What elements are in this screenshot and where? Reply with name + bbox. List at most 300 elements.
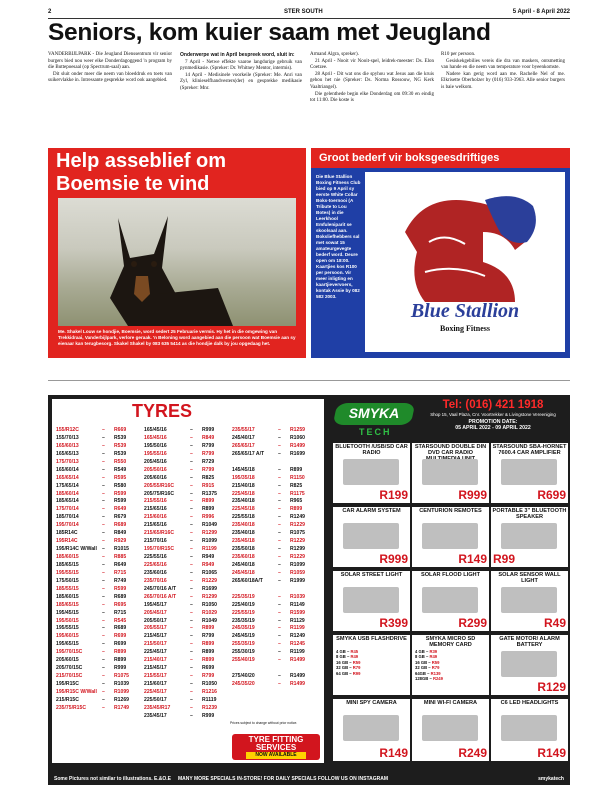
logo-text: Blue Stallion [410, 300, 520, 322]
tyre-size: 235/60/16 [144, 569, 167, 576]
dash: – [278, 609, 281, 616]
dash: – [190, 593, 193, 600]
tyre-price: R695 [114, 601, 127, 608]
tyre-size: 205/55/17 [144, 625, 167, 632]
tyre-size: 265/60/18A/T [232, 577, 263, 584]
tyre-size: 195R14C [56, 538, 78, 545]
tyre-price: R729 [202, 458, 215, 465]
tyre-price: R885 [114, 554, 127, 560]
dash: – [102, 561, 105, 568]
tyre-size: 185/60/15 [56, 593, 79, 600]
footer-disclaimer: Some Pictures not similar to illustrations. E.&O.E [54, 776, 171, 782]
tyre-size: 215/R15C [56, 696, 79, 703]
tyre-size: 195/50/16 [144, 442, 167, 449]
tyre-size: 145/45/18 [232, 466, 255, 473]
tyre-row [144, 641, 232, 649]
tyre-price: R715 [114, 569, 127, 576]
tyre-size: 225/35/19 [232, 593, 255, 600]
dash: – [102, 657, 105, 664]
dash: – [190, 577, 193, 584]
capacity-price: R139 [430, 670, 441, 676]
tyre-price: R1060 [290, 434, 306, 441]
paragraph: VANDERBIJLPARK - Die Jeugland Dienssentrum vir senior burgers bied nou weer elke Donderdagoggend 'n program by die Buttepoesaal (op Spectrum-saal) aan. [48, 52, 172, 71]
tyre-size: 235/40/18 [232, 522, 255, 529]
product-image [501, 651, 557, 677]
tyre-size: 215/60/17 [144, 681, 167, 687]
tyre-price: R1299 [202, 593, 218, 600]
tyre-size: 235/40/18 [232, 530, 255, 537]
tyre-row [232, 562, 322, 570]
tyre-row [56, 562, 144, 570]
tyre-row [232, 618, 322, 626]
tyre-size: 165/45/16 [144, 427, 167, 433]
tyre-size: 195/55/15 [56, 569, 79, 576]
product-tile [412, 507, 489, 567]
tyre-column-2 [144, 427, 232, 721]
tyre-row [56, 649, 144, 657]
tyre-size: 265/70/16 A/T [144, 593, 177, 600]
tyre-row [56, 475, 144, 483]
tyre-price: R1499 [290, 673, 306, 680]
product-tile [412, 571, 489, 631]
dash: – [278, 569, 281, 576]
tyre-size: 195/R15C W/Wall [56, 688, 97, 695]
product-price: R199 [379, 488, 408, 502]
tyre-size: 275/40/20 [232, 673, 255, 680]
tyre-price: R899 [202, 506, 215, 513]
tyre-size: 205/45/16 [144, 458, 167, 465]
tyre-size: 215/65/16 [144, 506, 167, 513]
product-tile [333, 571, 410, 631]
tyre-row [232, 522, 322, 530]
tyre-price: R539 [114, 442, 127, 449]
product-tile [491, 635, 568, 695]
dash: – [102, 474, 105, 481]
dash: – [427, 659, 432, 665]
tyre-size: 225/45/18 [232, 490, 255, 497]
tyre-price: R1499 [290, 681, 306, 687]
tyre-size: 225/55/16 [144, 554, 167, 560]
tyre-size: 185/65/15 [56, 561, 79, 568]
dash: – [424, 654, 430, 660]
tyre-row [144, 602, 232, 610]
subheading: Onderwerpe wat in April bespreek word, sluit in: [180, 52, 295, 58]
tyre-size: 225/45/17 [144, 649, 167, 656]
tyre-price: R996 [202, 514, 215, 521]
tyre-row [232, 435, 322, 443]
dash: – [102, 554, 105, 560]
promo-label: PROMOTION DATE: [468, 419, 518, 426]
tyre-row [144, 713, 232, 721]
dash: – [190, 673, 193, 680]
product-tile [412, 635, 489, 695]
tyre-row [144, 483, 232, 491]
tyre-price: R669 [114, 427, 127, 433]
dash: – [102, 427, 105, 433]
dash: – [102, 633, 105, 640]
footer-instagram: MANY MORE SPECIALS IN-STORE! FOR DAILY SPECIALS FOLLOW US ON INSTAGRAM [178, 776, 389, 782]
tyre-price: R999 [114, 665, 127, 672]
dash: – [102, 434, 105, 441]
tyre-price: R1299 [290, 546, 306, 553]
tyre-size: 195/65/15 [56, 641, 79, 648]
dash: – [278, 466, 281, 473]
tyre-price: R1499 [290, 442, 306, 449]
tyre-price: R549 [114, 466, 127, 473]
tyre-row [232, 578, 322, 586]
tyre-row [56, 705, 144, 713]
tyre-row [232, 514, 322, 522]
tyre-row [144, 649, 232, 657]
dash: – [278, 617, 281, 624]
tyre-size: 155/R12C [56, 427, 79, 433]
dash: – [190, 704, 193, 711]
boxing-text: Die Blue Stallion Boxing Fitness Club bied op 9 April sy eerste White Collar Boks-toernooi (A Tribute to Lou Botes) in die Leerkhool Emfuleniparit se skoolsaal aan. Boksliefhebbers sal met sowat 15 amateurgevegte bederf word. Deure open om 18:00. Kaartjies kos R100 per persoon. Vir meer inligting en kaartjievervoers, kontak Assie by 082 582 2003. [316, 174, 361, 299]
tyre-price: R1129 [290, 617, 305, 624]
dash: – [102, 577, 105, 584]
dash: – [278, 514, 281, 521]
tyre-price: R1259 [290, 427, 306, 433]
tyre-size: 215/55/16 [144, 498, 167, 505]
tyre-row [232, 594, 322, 602]
dash: – [102, 681, 105, 687]
dash: – [278, 450, 281, 457]
tyre-price: R899 [114, 657, 127, 664]
tyre-row [56, 618, 144, 626]
tyre-size: 245/40/17 [232, 434, 255, 441]
tyre-size: 195/R14C W/Wall [56, 546, 97, 553]
logo-subtext: Boxing Fitness [439, 324, 490, 333]
tyre-price: R1299 [202, 530, 218, 537]
capacity-line [415, 676, 443, 681]
paragraph: R10 per persoon. [441, 52, 476, 57]
tyre-size: 185R14C [56, 530, 78, 537]
product-image [501, 587, 557, 613]
smyka-tech-advert [48, 395, 570, 773]
dash: – [427, 665, 432, 671]
tyre-price: R580 [114, 482, 127, 489]
tyre-row [56, 602, 144, 610]
tyre-price: R749 [114, 577, 127, 584]
paragraph: Armand Algra, spreker). [310, 52, 359, 57]
product-price: R699 [537, 488, 566, 502]
tyre-price: R929 [114, 538, 127, 545]
dash: – [190, 681, 193, 687]
capacity-price: R49 [429, 654, 438, 660]
dash: – [190, 585, 193, 592]
product-title: SMYKA MICRO SD MEMORY CARD [425, 636, 476, 649]
tyre-price: R899 [290, 466, 303, 473]
dash: – [278, 561, 281, 568]
tyre-price: R699 [114, 633, 127, 640]
tyre-row [56, 673, 144, 681]
dash: – [102, 458, 105, 465]
tyre-price: R649 [114, 506, 127, 513]
paragraph: 14 April - Medisinele voorkeile (Spreker: Me. Anri van Zyl, klinieselfhandvesters(der) en gesprekke medikasie (Spreker: Mnr. [180, 72, 302, 91]
dash: – [102, 506, 105, 513]
tyre-size: 205/50/16 [144, 466, 167, 473]
dash: – [425, 670, 431, 676]
tyre-price: R1099 [290, 561, 306, 568]
tyre-price: R899 [114, 649, 127, 656]
dash: – [190, 427, 193, 433]
tyre-row [56, 633, 144, 641]
tyre-row [144, 633, 232, 641]
dash: – [278, 633, 281, 640]
dash: – [102, 673, 105, 680]
tyre-size: 185/60/14 [56, 490, 79, 497]
capacity: 8 GB [336, 654, 346, 660]
dog-title: Help asseblief om Boemsie te vind [56, 150, 227, 195]
paper-name: STER SOUTH [284, 9, 323, 15]
tech-word: TECH [359, 427, 392, 437]
tyre-price: R899 [202, 498, 215, 505]
dash: – [190, 498, 193, 505]
tyre-price: R1075 [290, 530, 306, 537]
product-image [343, 587, 399, 613]
tyre-row [232, 570, 322, 578]
tyre-price: R1375 [202, 490, 218, 497]
tyre-price: R699 [114, 641, 127, 648]
tyre-row [56, 657, 144, 665]
tyre-price: R949 [202, 554, 215, 560]
tyre-price: R899 [202, 641, 215, 648]
tyre-price: R1049 [202, 617, 218, 624]
dash: – [102, 641, 105, 648]
tyre-size: 205/45/17 [144, 609, 167, 616]
tyre-row [56, 689, 144, 697]
tyre-price: R1999 [290, 577, 306, 584]
product-title: STARSOUND SBA-HORNET 7600.4 CAR AMPLIFIER [492, 444, 567, 457]
dash: – [278, 434, 281, 441]
tyre-price: R799 [202, 633, 215, 640]
dash: – [102, 688, 105, 695]
tyre-price: R799 [202, 466, 215, 473]
tyre-price: R799 [202, 673, 215, 680]
tyre-size: 215/40/18 [232, 482, 255, 489]
article-col-3 [310, 52, 434, 105]
dash: – [190, 561, 193, 568]
dash: – [345, 649, 351, 654]
tyre-price: R1150 [290, 474, 305, 481]
boxing-headline: Groot bederf vir boksgeesdriftiges [311, 148, 570, 168]
dash: – [102, 530, 105, 537]
tyre-row [144, 665, 232, 673]
tyre-row [144, 554, 232, 562]
tyre-size: 215/55/17 [144, 673, 167, 680]
telephone: Tel: (016) 421 1918 [442, 399, 544, 411]
tyre-row [232, 546, 322, 554]
tyre-price: R915 [202, 482, 215, 489]
tyre-row [144, 570, 232, 578]
capacity: 32 GB [415, 665, 428, 671]
tyre-row [56, 530, 144, 538]
tyre-row [56, 459, 144, 467]
tyre-price: R1269 [114, 696, 130, 703]
dash: – [102, 498, 105, 505]
tyre-size: 215/65/16 [144, 522, 167, 529]
tfs-line-1: TYRE FITTING [248, 735, 304, 744]
tyre-size: 215/70/16 [144, 538, 167, 545]
dash: – [102, 593, 105, 600]
tyre-price: R1229 [290, 522, 306, 529]
tyre-row [56, 546, 144, 554]
dash: – [102, 601, 105, 608]
promo-dates: 05 APRIL 2022 - 09 APRIL 2022 [455, 425, 531, 432]
tyre-price: R550 [114, 458, 127, 465]
capacity: 128GB [415, 676, 429, 682]
tyre-row [56, 451, 144, 459]
tyre-row [56, 498, 144, 506]
tyre-price: R715 [114, 609, 127, 616]
tyre-size: 235/45/R17 [144, 704, 171, 711]
tyre-row [56, 641, 144, 649]
dash: – [190, 696, 193, 703]
capacity-price: R39 [429, 649, 438, 654]
product-image [422, 523, 478, 549]
tyre-price: R1039 [290, 593, 306, 600]
dash: – [102, 585, 105, 592]
tyre-price: R1229 [290, 538, 306, 545]
tyres-title: TYRES [132, 401, 193, 421]
tyre-row [232, 467, 322, 475]
dash: – [190, 617, 193, 624]
tyre-price: R899 [202, 657, 215, 664]
capacity-price: R99 [352, 670, 361, 676]
tyre-price: R1039 [114, 681, 130, 687]
product-tile [333, 507, 410, 567]
tyre-row [144, 689, 232, 697]
tyre-row [56, 665, 144, 673]
dash: – [278, 625, 281, 632]
dash: – [278, 546, 281, 553]
tyre-price: R1216 [202, 688, 218, 695]
dash: – [102, 696, 105, 703]
tyre-size: 195/35/18 [232, 474, 255, 481]
paragraph: 21 April - Nooit vir Nooit-spel, leidrek-meester: Ds. Elon Coetzee. [310, 58, 434, 71]
product-price: R149 [458, 552, 487, 566]
tyre-size: 165/45/16 [144, 434, 167, 441]
paragraph: Nadere kan gerig word aan me. Rachelle Nel of me. Elkrisette Oberholzer by (016) 933-3963. Alle senior burgers is baie welkom. [441, 71, 565, 90]
tyre-price: R699 [202, 665, 215, 672]
tyre-size: 205/55/R16C [144, 482, 175, 489]
tyre-row [144, 681, 232, 689]
tyre-size: 195/70/R15C [144, 546, 175, 553]
tyre-price: R1050 [202, 681, 218, 687]
advert-footer [48, 773, 570, 785]
product-title: STARSOUND DOUBLE DIN DVD CAR RADIO [414, 444, 487, 457]
tyre-row [144, 697, 232, 705]
tyre-price: R899 [202, 625, 215, 632]
contact-block [420, 399, 566, 439]
product-title: CAR ALARM SYSTEM [342, 508, 401, 514]
product-image [501, 459, 557, 485]
tyre-size: 155/70/13 [56, 434, 79, 441]
tyre-size: 255/35/19 [232, 641, 255, 648]
capacity: 64GB [415, 670, 426, 676]
capacity: 4 GB [415, 649, 425, 654]
tyre-size: 215/40/17 [144, 657, 167, 664]
dash: – [190, 490, 193, 497]
tyre-size: 185/60/15 [56, 554, 79, 560]
product-image [343, 523, 399, 549]
tyre-size: 215/50/17 [144, 641, 167, 648]
tyre-row [56, 467, 144, 475]
product-title: MINI SPY CAMERA [346, 700, 397, 706]
article-col-4 [441, 52, 565, 92]
tyre-row [56, 483, 144, 491]
tyre-size: 205/50/17 [144, 617, 167, 624]
tyre-price: R1199 [202, 546, 217, 553]
dash: – [190, 514, 193, 521]
tyre-price: R1599 [290, 609, 306, 616]
tyre-price: R849 [114, 530, 127, 537]
tyre-row [144, 491, 232, 499]
dash: – [278, 482, 281, 489]
paragraph: 28 April - Dit wat ons die spyhou wat Jesus aan die kruis gehou het nie (Spreker: Ds. Norma Rossouw, NG Kerk Vaaltriangel). [310, 71, 434, 90]
tyre-size: 235/45/18 [232, 538, 255, 545]
tyre-row [144, 562, 232, 570]
paragraph: Die gelenthede begin elke Donderdag om 09:30 en eindig tot 11:00. Die koste is [310, 91, 434, 104]
issue-date: 5 April - 8 April 2022 [512, 9, 570, 15]
tyre-row [144, 498, 232, 506]
tyre-price: R799 [202, 450, 215, 457]
dog-caption: Me. Shakel Louw se hondjie, Boemsie, word sedert 25 Februarie vermis. Hy het in die omgewing van Trekkidraai, Vanderbijlpark, verlore geraak. 'n Beloning word aangebied aan die persoon wat Boemsie aan sy eienaar kan terugbesorg. Skakel Shakel by 083 635 5414 as die hondjie dalk by jou opgedaag het. [58, 329, 296, 346]
dash: – [190, 474, 193, 481]
product-image [343, 459, 399, 485]
tyre-row [56, 625, 144, 633]
tyre-size: 215/45/17 [144, 665, 167, 672]
dash: – [102, 450, 105, 457]
dash: – [102, 442, 105, 449]
tyre-size: 165/60/14 [56, 466, 79, 473]
tyre-size: 195/55/16 [144, 450, 167, 457]
paragraph: Dit sluit onder meer die neem van bloeddruk en toets van suikervlakke in. Intressante gesprekke word ook aangebied. [48, 71, 172, 84]
dash: – [278, 657, 281, 664]
tyre-price: R1245 [290, 641, 306, 648]
tyre-size: 235/50/18 [232, 546, 255, 553]
tyre-size: 205/70/15C [56, 665, 83, 672]
tyre-column-3 [232, 427, 322, 689]
product-price: R399 [379, 616, 408, 630]
tyres-panel [52, 399, 324, 763]
product-tile [491, 443, 568, 503]
tyre-row [56, 522, 144, 530]
tyre-row [56, 427, 144, 435]
tyre-row [232, 483, 322, 491]
tyre-price: R545 [114, 617, 127, 624]
capacity-price: R249 [432, 676, 443, 682]
dash: – [278, 681, 281, 687]
tyre-row [56, 610, 144, 618]
tyre-row [232, 633, 322, 641]
tyre-row [144, 530, 232, 538]
tyre-size: 215/60/16 [144, 514, 167, 521]
missing-dog-article [48, 148, 306, 358]
tyre-size: 235/60/18 [232, 554, 255, 560]
product-tile [491, 507, 568, 567]
tyre-price: R1175 [290, 490, 305, 497]
tyre-price: R965 [290, 498, 303, 505]
tyre-row [144, 443, 232, 451]
tyre-size: 235/55/17 [232, 427, 255, 433]
dash: – [102, 546, 105, 553]
dash: – [102, 538, 105, 545]
tyre-price: R1099 [114, 688, 130, 695]
dash: – [190, 649, 193, 656]
tyre-price: R1229 [290, 554, 306, 560]
dash: – [278, 538, 281, 545]
